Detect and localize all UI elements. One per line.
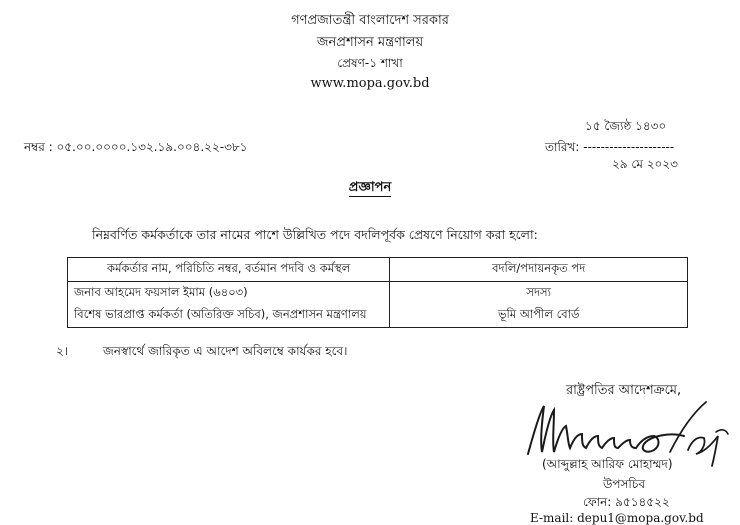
point-text: জনস্বার্থে জারিকৃত এ আদেশ অবিলম্বে কার্যকর হবে। <box>103 344 348 358</box>
bengali-date: ১৫ জ্যৈষ্ঠ ১৪৩০ <box>585 119 667 133</box>
gregorian-date: ২৯ মে ২০২৩ <box>612 157 678 171</box>
ministry-name: জনপ্রশাসন মন্ত্রণালয় <box>316 35 424 50</box>
section-name: প্রেষণ-১ শাখা <box>337 56 403 70</box>
post-office: ভূমি আপীল বোর্ড <box>497 307 580 321</box>
memo-number: নম্বর : ০৫.০০.০০০০.১৩২.১৯.০০৪.২২-৩৮১ <box>24 140 248 154</box>
table-row <box>68 282 688 328</box>
signatory-email[interactable]: E-mail: depu1@mopa.gov.bd <box>530 511 704 525</box>
table-header-row <box>68 258 688 282</box>
post-cell <box>390 282 688 328</box>
intro-paragraph: নিম্নবর্ণিত কর্মকর্তাকে তার নামের পাশে উল্লিখিত পদে বদলিপূর্বক প্রেষণে নিয়োগ করা হলো: <box>92 227 538 242</box>
officer-designation: বিশেষ ভারপ্রাপ্ত কর্মকর্তা (অতিরিক্ত সচিব), জনপ্রশাসন মন্ত্রণালয় <box>74 307 367 321</box>
point-number: ২। <box>56 344 69 358</box>
govt-name: গণপ্রজাতন্ত্রী বাংলাদেশ সরকার <box>291 13 449 28</box>
column-header-post: বদলি/পদায়নকৃত পদ <box>390 258 688 282</box>
signatory-phone: ফোন: ৯৫১৪৫২২ <box>583 495 670 509</box>
posting-table <box>67 257 688 328</box>
website-link[interactable]: www.mopa.gov.bd <box>310 76 430 91</box>
date-label: তারিখ: --------------------- <box>545 140 675 154</box>
order-line: রাষ্ট্রপতির আদেশক্রমে, <box>566 383 682 398</box>
post-title: সদস্য <box>526 285 551 299</box>
officer-cell <box>68 282 390 328</box>
officer-name: জনাব আহমেদ ফয়সাল ইমাম (৬৪০৩) <box>74 285 248 299</box>
signatory-name: (আব্দুল্লাহ আরিফ মোহাম্মদ) <box>542 457 673 471</box>
notification-title: প্রজ্ঞাপন <box>348 180 392 195</box>
column-header-officer: কর্মকর্তার নাম, পরিচিতি নম্বর, বর্তমান পদবি ও কর্মস্থল <box>68 258 390 282</box>
signatory-designation: উপসচিব <box>603 477 646 491</box>
